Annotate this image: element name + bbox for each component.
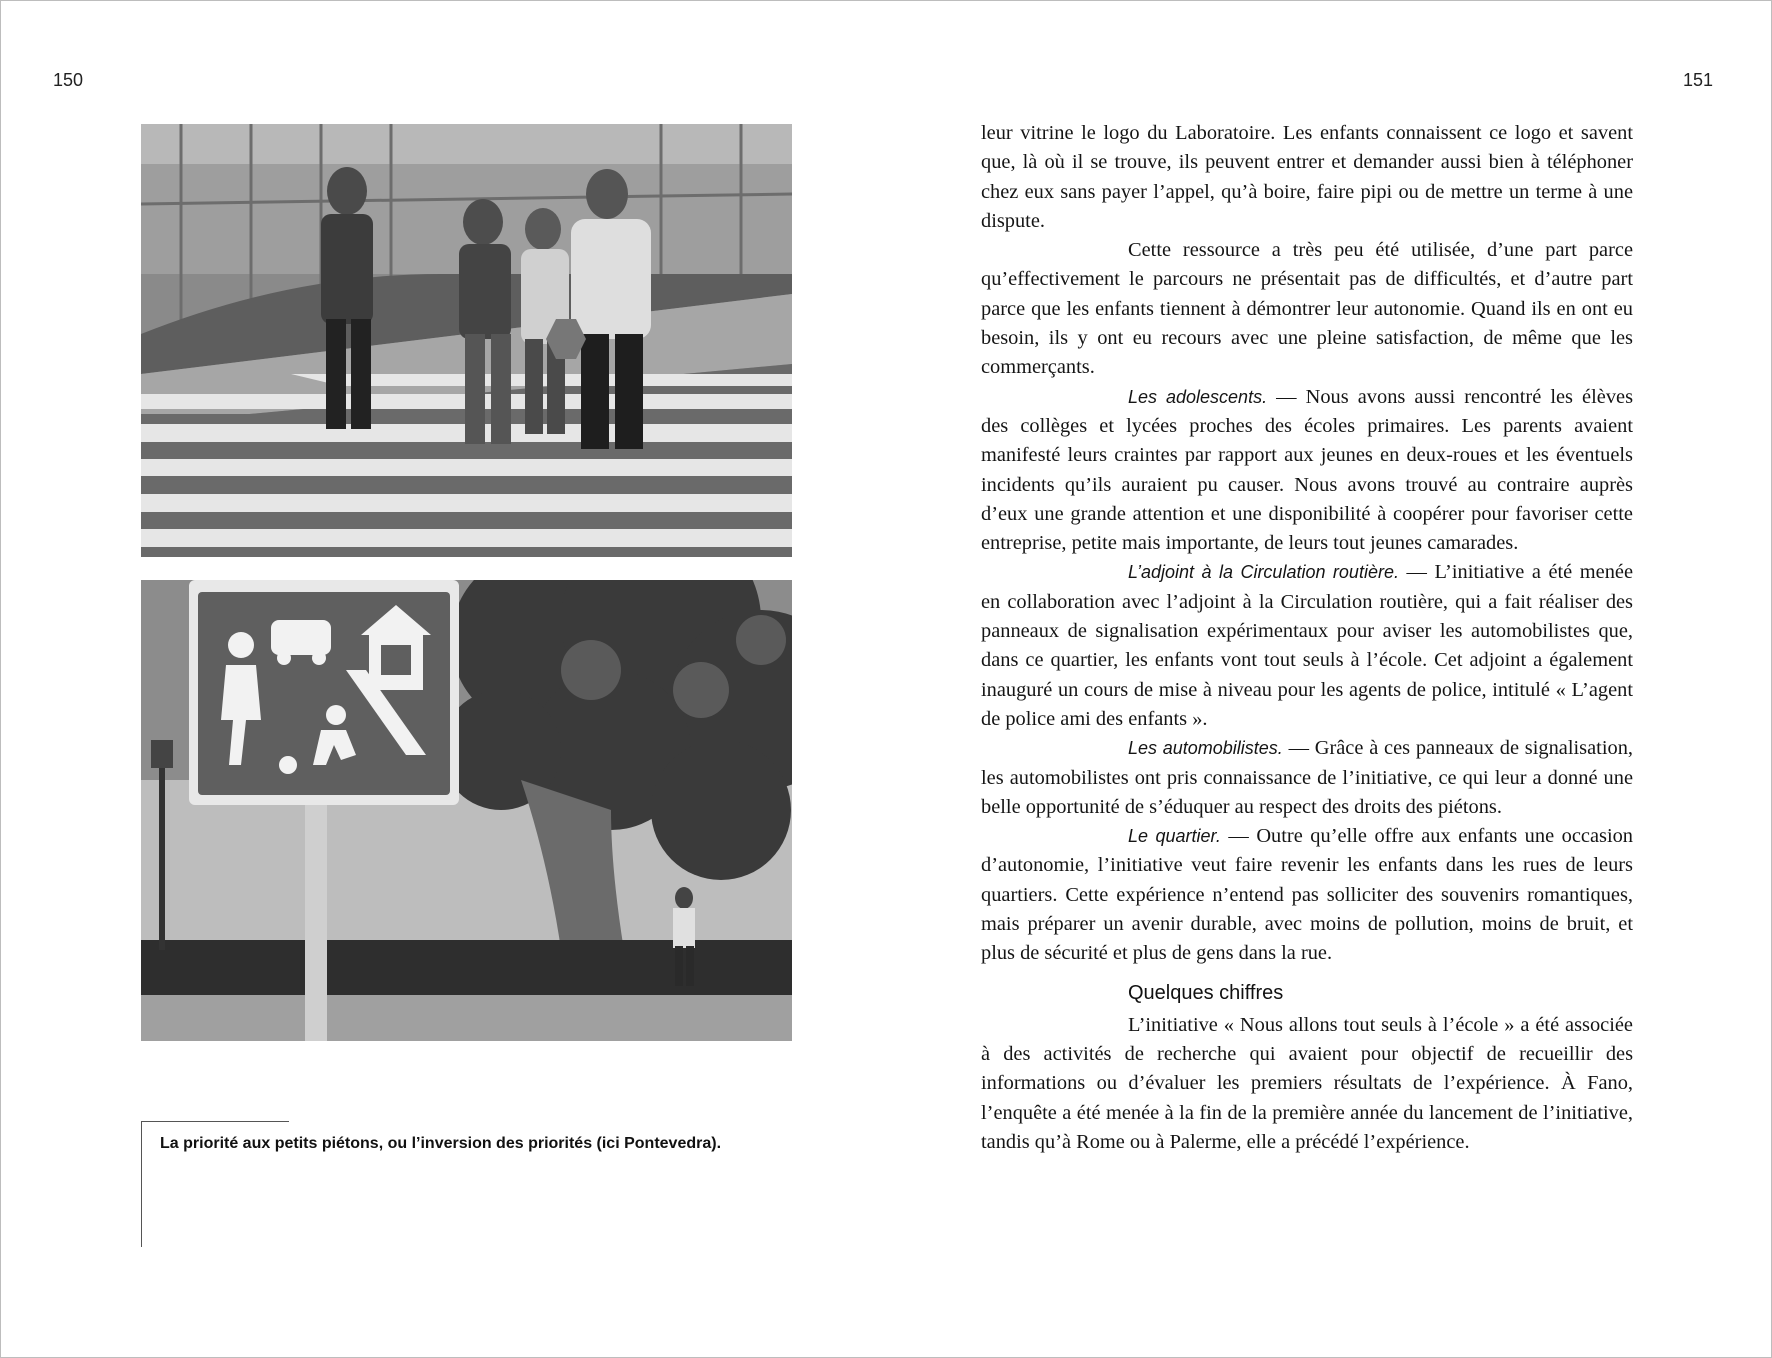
lead-adjoint: L’adjoint à la Circulation routière. bbox=[1128, 562, 1399, 583]
body-quartier: — Outre qu’elle offre aux enfants une occasion d’autonomie, l’initiative veut faire revenir les enfants dans les rues de leurs quartiers. Cette expérience n’entend pas solliciter des souvenirs romantiques, mais préparer un avenir durable, avec moins de pollution, moins de bruit, et plus de sécurité et plus de gens dans la rue. bbox=[981, 825, 1634, 965]
paragraph-quartier bbox=[981, 822, 1633, 968]
paragraph-adjoint bbox=[981, 558, 1633, 734]
right-page-number: 151 bbox=[1683, 70, 1714, 90]
street-sign-illustration bbox=[141, 580, 792, 1041]
caption-rule-horizontal bbox=[141, 1121, 289, 1122]
body-automobilistes: — Grâce à ces panneaux de signalisation, les automobilistes ont pris connaissance de l’initiative, ce qui leur a donné une belle opportunité de s’éduquer au respect des droits des piétons. bbox=[981, 737, 1633, 818]
crosswalk-photo bbox=[141, 124, 792, 557]
figure-caption: La priorité aux petits piétons, ou l’inversion des priorités (ici Pontevedra). bbox=[160, 1135, 722, 1152]
street-sign-photo bbox=[141, 580, 792, 1041]
paragraph-chiffres: L’initiative « Nous allons tout seuls à l’école » a été associée à des activités de recherche qui avaient pour objectif de recueillir des informations ou d’évaluer les premiers résultats de l’expérience. À Fano, l’enquête a été menée à la fin de la première année du lancement de l’initiative, tandis qu’à Rome ou à Palerme, elle a précédé l’expérience. bbox=[981, 1013, 1633, 1153]
left-page-number: 150 bbox=[53, 70, 84, 90]
crosswalk-illustration bbox=[141, 124, 792, 557]
paragraph-1: leur vitrine le logo du Laboratoire. Les enfants connaissent ce logo et savent que, là où il se trouve, ils peuvent entrer et demander aussi bien à téléphoner chez eux sans payer l’appel, qu’à boire, faire pipi ou de mettre un terme à une dispute. bbox=[981, 122, 1633, 232]
lead-quartier: Le quartier. bbox=[1128, 826, 1221, 847]
body-adolescents: — Nous avons aussi rencontré les élèves des collèges et lycées proches des écoles primaires. Les parents avaient manifesté leurs craintes par rapport aux jeunes en deux-roues et les éventuels incidents qu’ils auraient pu causer. Nous avons trouvé au contraire auprès d’eux une grande attention et une disponibilité à coopérer pour favoriser cette entreprise, petite mais importante, de leurs tout jeunes camarades. bbox=[981, 385, 1633, 555]
paragraph-adolescents bbox=[981, 383, 1633, 559]
paragraph-2: Cette ressource a très peu été utilisée, d’une part parce qu’effectivement le parcours ne présentait pas de difficultés, et d’autre part parce que les enfants tiennent à démontrer leur autonomie. Quand ils en ont eu besoin, ils y ont eu recours avec une pleine satisfaction, de même que les commerçants. bbox=[981, 239, 1633, 379]
lead-adolescents: Les adolescents. bbox=[1128, 386, 1268, 407]
body-adjoint: — L’initiative a été menée en collaboration avec l’adjoint à la Circulation routière, qui a fait réaliser des panneaux de signalisation expérimentaux pour aviser les automobilistes que, dans ce quartier, les enfants vont tout seuls à l’école. Cet adjoint a également inauguré un cours de mise à niveau pour les agents de police, intitulé « L’agent de police ami des enfants ». bbox=[981, 561, 1633, 730]
section-heading: Quelques chiffres bbox=[1128, 981, 1284, 1004]
lead-automobilistes: Les automobilistes. bbox=[1128, 738, 1283, 759]
right-text-column bbox=[981, 119, 1633, 1157]
paragraph-automobilistes bbox=[981, 734, 1633, 822]
caption-rule-vertical bbox=[141, 1121, 142, 1247]
